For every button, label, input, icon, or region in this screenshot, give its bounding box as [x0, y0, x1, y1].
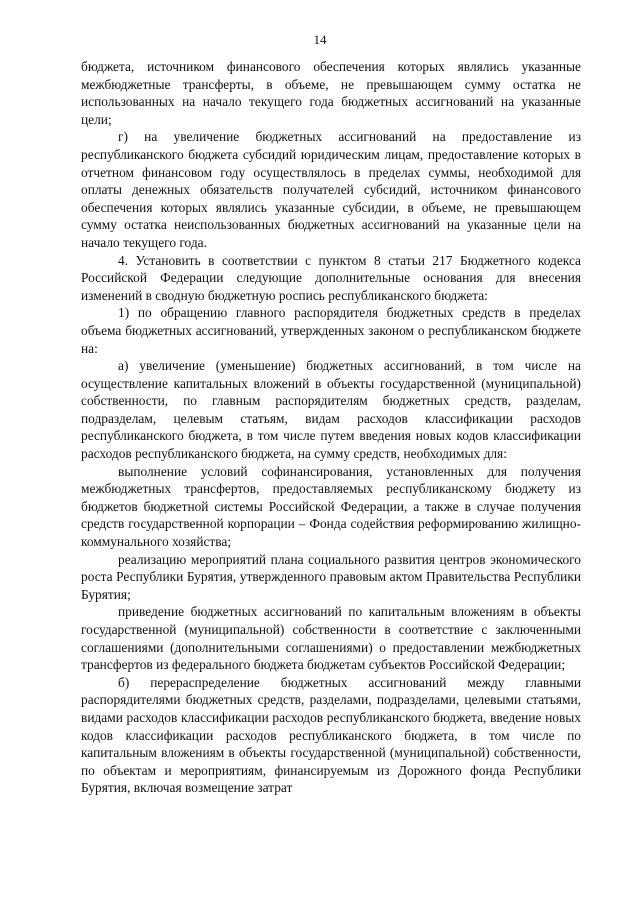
- document-body: [81, 58, 581, 797]
- paragraph-cofinancing: выполнение условий софинансирования, установленных для получения межбюджетных трансфертов, предоставляемых республиканскому бюджету из бюджетов бюджетной системы Российской Федерации, а также в случае получения средств государственной корпорации – Фонда содействия реформированию жилищно-коммунального хозяйства;: [81, 463, 581, 550]
- paragraph-social-development: реализацию мероприятий плана социального развития центров экономического роста Республики Бурятия, утвержденного правовым актом Правительства Республики Бурятия;: [81, 551, 581, 602]
- page-number: 14: [313, 32, 327, 47]
- paragraph-capital-investments: приведение бюджетных ассигнований по капитальным вложениям в объекты государственной (муниципальной) собственности в соответствие с заключенными соглашениями (дополнительными соглашениями) о предоставлении межбюджетных трансфертов из федерального бюджета бюджетам субъектов Российской Федерации;: [81, 604, 581, 673]
- paragraph-subitem-1: 1) по обращению главного распорядителя бюджетных средств в пределах объема бюджетных ассигнований, утвержденных законом о республиканском бюджете на:: [81, 305, 581, 356]
- paragraph-continuation: бюджета, источником финансового обеспечения которых являлись указанные межбюджетные трансферты, в объеме, не превышающем сумму остатка не использованных на начало текущего года бюджетных ассигнований на указанные цели;: [81, 59, 581, 127]
- paragraph-subitem-a: а) увеличение (уменьшение) бюджетных ассигнований, в том числе на осуществление капитальных вложений в объекты государственной (муниципальной) собственности, по главным распорядителям бюджетных средств, разделам, подразделам, целевым статьям, видам расходов классификации расходов республиканского бюджета, в том числе путем введения новых кодов классификации расходов республиканского бюджета, на сумму средств, необходимых для:: [81, 358, 581, 462]
- paragraph-item-g: г) на увеличение бюджетных ассигнований на предоставление из республиканского бюджета субсидий юридическим лицам, предоставление которых в отчетном финансовом году осуществлялось в пределах суммы, необходимой для оплаты денежных обязательств получателей субсидий, источником финансового обеспечения которых являлись указанные субсидии, в объеме, не превышающем сумму остатка неиспользованных бюджетных ассигнований на указанные цели на начало текущего года.: [81, 129, 581, 250]
- paragraph-section-4: 4. Установить в соответствии с пунктом 8 статьи 217 Бюджетного кодекса Российской Федерации следующие дополнительные основания для внесения изменений в сводную бюджетную роспись республиканского бюджета:: [81, 252, 581, 303]
- paragraph-subitem-b: б) перераспределение бюджетных ассигнований между главными распорядителями бюджетных средств, разделами, подразделами, целевыми статьями, видами расходов классификации расходов республиканского бюджета, введение новых кодов классификации расходов республиканского бюджета, в том числе по капитальным вложениям в объекты государственной (муниципальной) собственности, по объектам и мероприятиям, финансируемым из Дорожного фонда Республики Бурятия, включая возмещение затрат: [81, 674, 581, 796]
